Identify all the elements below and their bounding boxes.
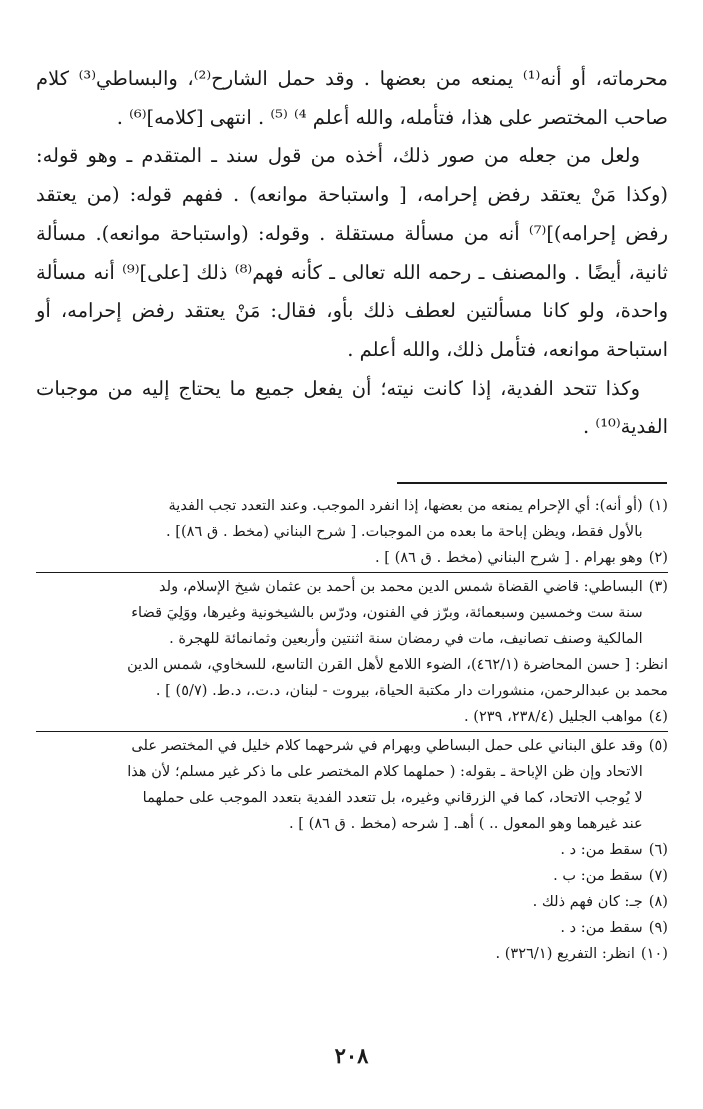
footnote-divider — [36, 731, 668, 732]
footnote-line: محمد بن عبدالرحمن، منشورات دار مكتبة الحياة، بيروت - لبنان، د.ت.، د.ط. (٥/٧) ] . — [155, 682, 668, 699]
footnote-3 — [36, 574, 668, 652]
footnote-line: جـ: كان فهم ذلك . — [532, 893, 643, 910]
footnote-4 — [36, 704, 668, 730]
footnote-line: عند غيرهما وهو المعول .. ) أهـ. [ شرحه (مخط . ق ٨٦) ] . — [289, 815, 643, 832]
footnote-line: البساطي: قاضي القضاة شمس الدين محمد بن أحمد بن عثمان شيخ الإسلام، ولد — [158, 578, 643, 595]
footnote-line: المالكية وصنف تصانيف، مات في رمضان سنة اثنتين وأربعين وثمانمائة للهجرة . — [169, 630, 643, 647]
footnote-number: (١٠) — [640, 945, 668, 962]
footnote-2 — [36, 545, 668, 571]
footnote-line: وقد علق البناني على حمل البساطي وبهرام في شرحهما كلام خليل في المختصر على — [131, 737, 643, 754]
footnote-line: انظر: [ حسن المحاضرة (٤٦٢/١)، الضوء اللامع لأهل القرن التاسع، للسخاوي، شمس الدين — [127, 656, 668, 673]
footnote-number: (٣) — [648, 578, 668, 595]
footnote-line: وهو بهرام . [ شرح البناني (مخط . ق ٨٦) ] . — [375, 549, 643, 566]
footnote-7 — [36, 863, 668, 889]
footnote-number: (٨) — [648, 893, 668, 910]
footnote-10 — [36, 941, 668, 967]
footnote-line: مواهب الجليل (٢٣٨/٤، ٢٣٩) . — [463, 708, 643, 725]
footnote-line: سقط من: د . — [560, 919, 643, 936]
footnote-3-reference — [36, 652, 668, 704]
paragraph-3: وكذا تتحد الفدية، إذا كانت نيته؛ أن يفعل جميع ما يحتاج إليه من موجبات الفدية⁽¹⁰⁾ . — [36, 376, 668, 439]
footnote-line: انظر: التفريع (٣٢٦/١) . — [495, 945, 635, 962]
footnote-number: (٥) — [648, 737, 668, 754]
footnote-number: (٩) — [648, 919, 668, 936]
footnote-line: لا يُوجب الاتحاد، كما في الزرقاني وغيره، بل تتعدد الفدية بتعدد الموجب على حملهما — [142, 789, 643, 806]
footnote-1 — [36, 493, 668, 545]
footnote-line: سقط من: د . — [560, 841, 643, 858]
main-text — [36, 60, 668, 447]
footnote-number: (٦) — [648, 841, 668, 858]
footnote-number: (٤) — [648, 708, 668, 725]
footnote-number: (٧) — [648, 867, 668, 884]
footnote-line: سنة ست وخمسين وسبعمائة، وبرّز في الفنون، ودرّس بالشيخونية وغيرها، ووَلِيَ قضاء — [131, 604, 643, 621]
footnotes — [36, 493, 668, 967]
footnote-divider — [36, 572, 668, 573]
paragraph-2: ولعل من جعله من صور ذلك، أخذه من قول سند ـ المتقدم ـ وهو قوله: (وكذا مَنْ يعتقد رفض إحرامه، [ واستباحة موانعه) . ففهم قوله: (من يعتقد رفض إحرامه)]⁽⁷⁾ أنه من مسألة مستقلة . وقوله: (واستباحة موانعه). مسألة ثانية، أيضًا . والمصنف ـ رحمه الله تعالى ـ كأنه فهم⁽⁸⁾ ذلك [على]⁽⁹⁾ أنه مسألة واحدة، ولو كانا مسألتين لعطف ذلك بأو، فقال: مَنْ يعتقد رفض إحرامه، أو استباحة موانعه، فتأمل ذلك، والله أعلم . — [36, 144, 668, 361]
footnote-number: (٢) — [648, 549, 668, 566]
paragraph-1: محرماته، أو أنه⁽¹⁾ يمنعه من بعضها . وقد حمل الشارح⁽²⁾، والبساطي⁽³⁾ كلام صاحب المختصر على هذا، فتأمله، والله أعلم ⁴⁾ ⁽⁵⁾ . انتهى [كلامه]⁽⁶⁾ . — [36, 67, 668, 129]
footnote-9 — [36, 915, 668, 941]
page-number: ٢٠٨ — [334, 1043, 369, 1068]
footnote-line: (أو أنه): أي الإحرام يمنعه من بعضها، إذا انفرد الموجب. وعند التعدد تجب الفدية — [168, 497, 643, 514]
footnote-line: بالأول فقط، ويظن إباحة ما بعده من الموجبات. [ شرح البناني (مخط . ق ٨٦)] . — [165, 523, 643, 540]
footnote-separator — [397, 482, 667, 484]
footnote-number: (١) — [648, 497, 668, 514]
footnote-line: الاتحاد وإن ظن الإباحة ـ بقوله: ( حملهما كلام المختصر على ما ذكر غير مسلم؛ لأن هذا — [127, 763, 643, 780]
footnote-5 — [36, 733, 668, 837]
footnote-line: سقط من: ب . — [553, 867, 643, 884]
footnote-8 — [36, 889, 668, 915]
footnote-6 — [36, 837, 668, 863]
